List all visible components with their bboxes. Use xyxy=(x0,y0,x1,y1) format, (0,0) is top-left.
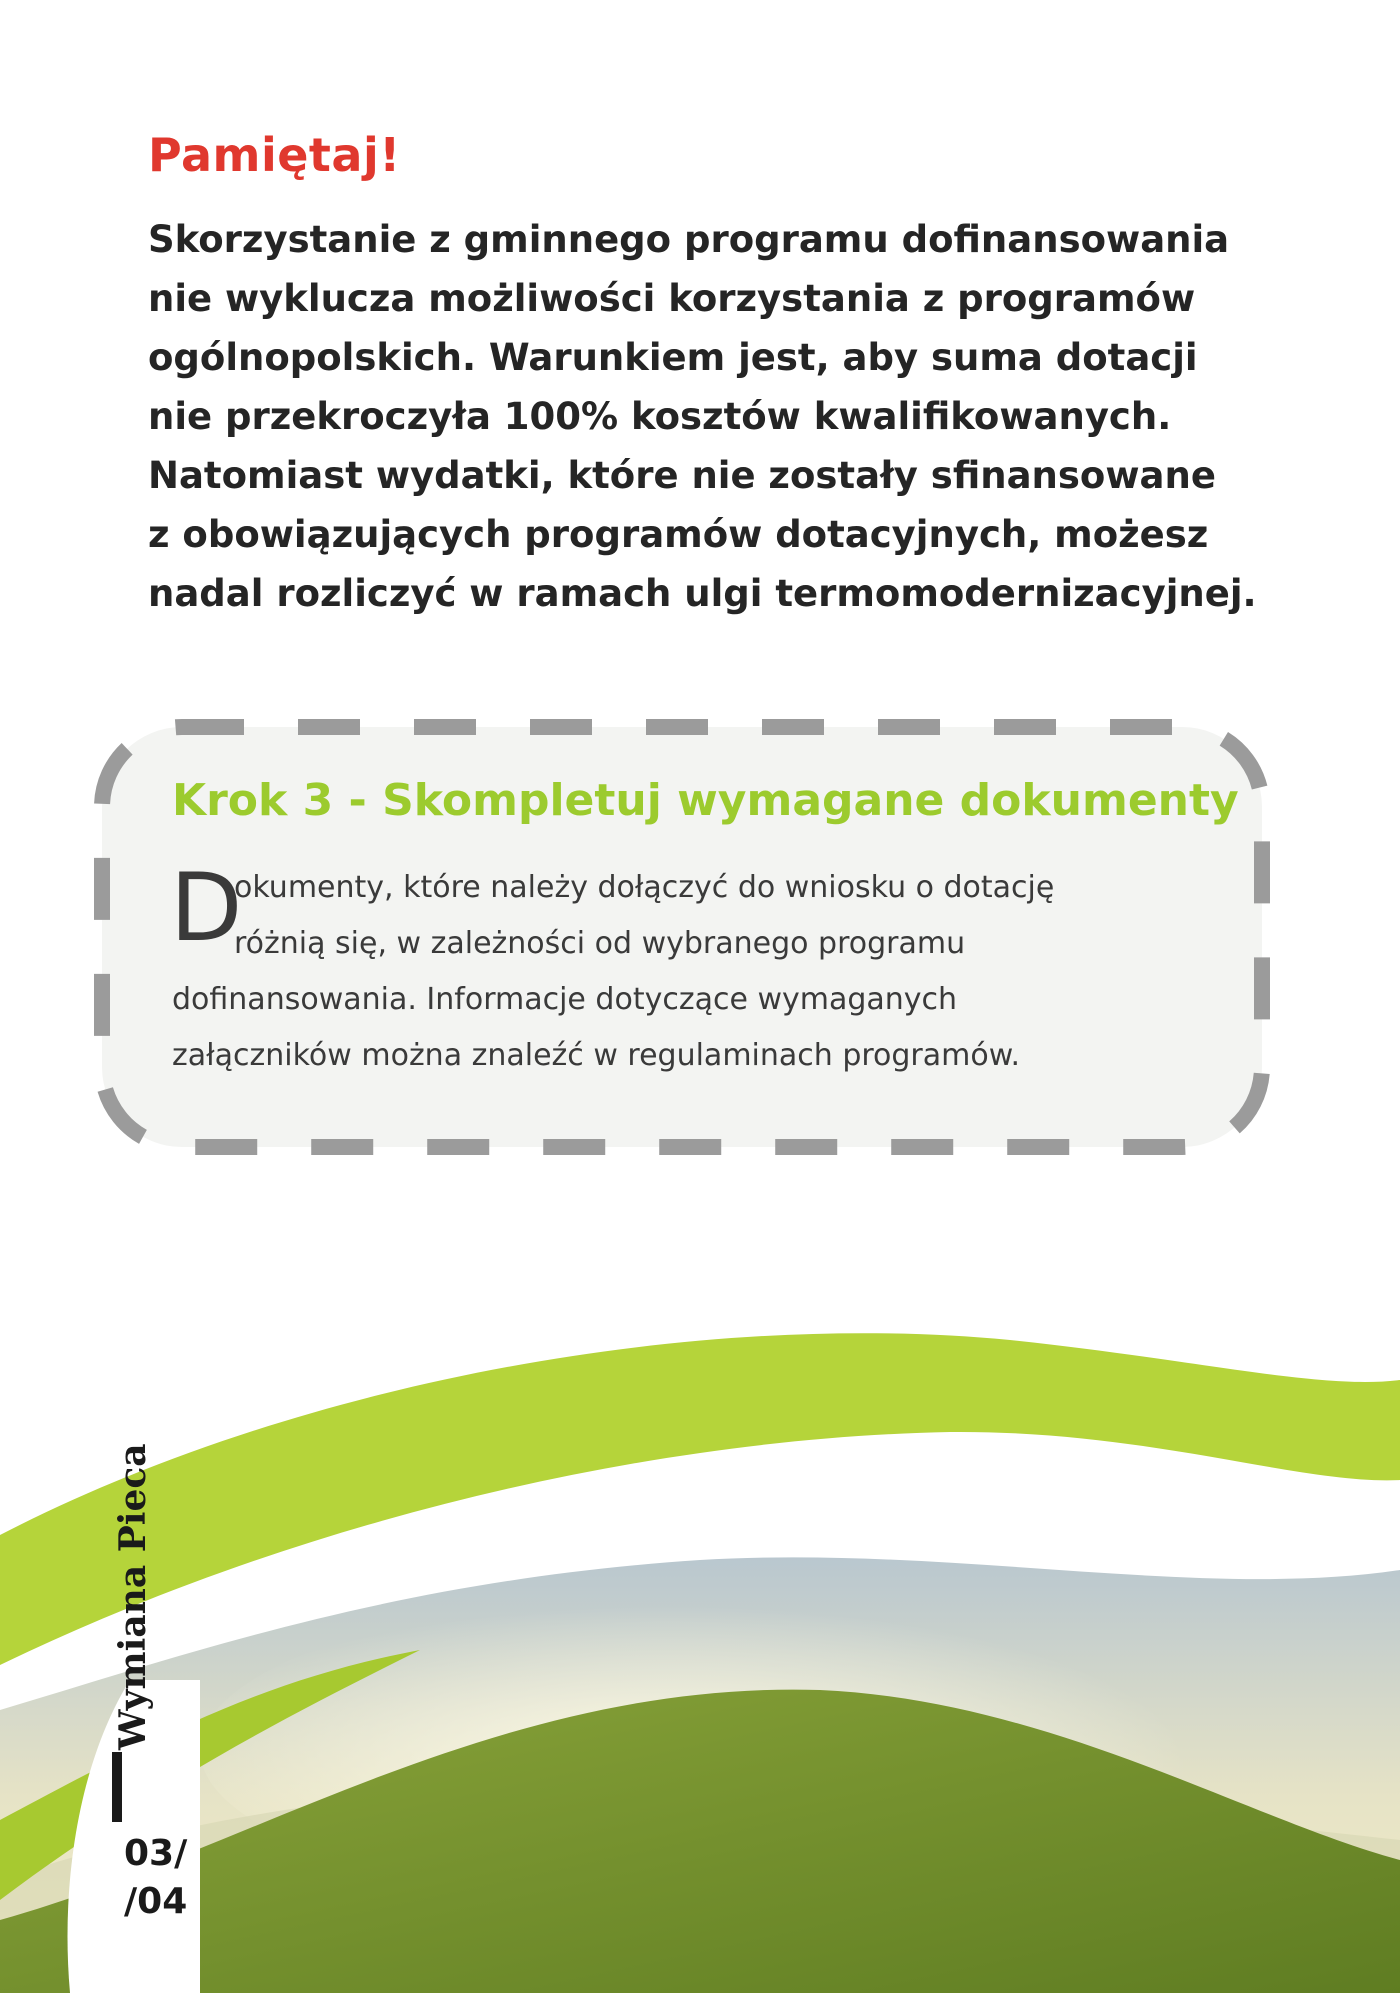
page-tag xyxy=(110,1443,220,1922)
step-heading: Krok 3 - Skompletuj wymagane dokumenty xyxy=(172,775,1239,826)
page-number-line: 03/ xyxy=(124,1833,188,1874)
remember-line: Natomiast wydatki, które nie zostały sfinansowane xyxy=(148,454,1216,497)
remember-line: nie wyklucza możliwości korzystania z programów xyxy=(148,277,1196,320)
remember-line: z obowiązujących programów dotacyjnych, możesz xyxy=(148,513,1209,556)
page-number-line: /04 xyxy=(124,1881,188,1922)
page-number xyxy=(124,1830,187,1926)
step-3-box xyxy=(92,715,1272,1160)
divider-bar xyxy=(112,1752,122,1822)
remember-line: nadal rozliczyć w ramach ulgi termomodernizacyjnej. xyxy=(148,572,1257,615)
remember-paragraph xyxy=(148,210,1257,623)
step-paragraph xyxy=(170,854,1192,1084)
step-line: różnią się, w zależności od wybranego programu xyxy=(234,926,966,961)
section-title-line: Wymiana xyxy=(112,1564,154,1750)
drop-cap: D xyxy=(170,854,243,963)
step-line: okumenty, które należy dołączyć do wniosku o dotację xyxy=(234,870,1055,905)
step-line: załączników można znaleźć w regulaminach programów. xyxy=(172,1038,1021,1073)
section-title xyxy=(110,1443,156,1750)
remember-heading: Pamiętaj! xyxy=(148,128,401,182)
section-title-line: Pieca xyxy=(112,1443,154,1553)
remember-line: Skorzystanie z gminnego programu dofinansowania xyxy=(148,218,1230,261)
remember-line: ogólnopolskich. Warunkiem jest, aby suma dotacji xyxy=(148,336,1198,379)
step-line: dofinansowania. Informacje dotyczące wymaganych xyxy=(172,982,958,1017)
remember-line: nie przekroczyła 100% kosztów kwalifikowanych. xyxy=(148,395,1172,438)
